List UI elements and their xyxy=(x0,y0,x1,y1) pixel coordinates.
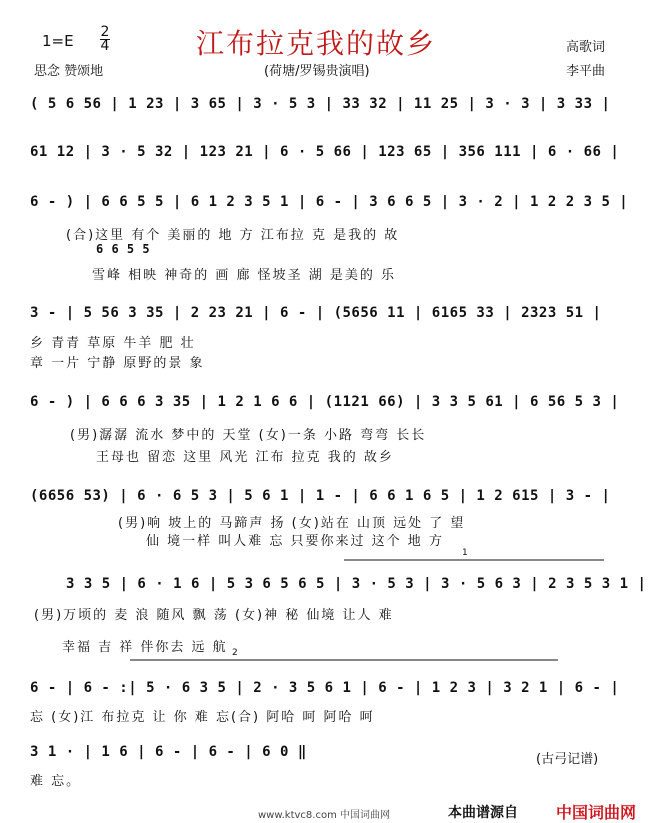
notation-line-8: 6 - | 6 - :| 5 · 6 3 5 | 2 · 3 5 6 1 | 6 - | 1 2 3 | 3 2 1 | 6 - | xyxy=(30,680,620,696)
footer-url[interactable]: www.ktvc8.com 中国词曲网 xyxy=(258,810,391,821)
time-sig-top: 2 xyxy=(100,24,110,40)
first-ending-mark: 1 xyxy=(462,548,468,558)
notation-line-4: 3 - | 5 56 3 35 | 2 23 21 | 6 - | (5656 11 | 6165 33 | 2323 51 | xyxy=(30,305,602,321)
notation-line-7: 3 3 5 | 6 · 1 6 | 5 3 6 5 6 5 | 3 · 5 3 | 3 · 5 6 3 | 2 3 5 3 1 | xyxy=(66,576,647,592)
lyrics-line-5-verse-1: (男)潺潺 流水 梦中的 天堂 (女)一条 小路 弯弯 长长 xyxy=(70,428,427,443)
notation-line-6: (6656 53) | 6 · 6 5 3 | 5 6 1 | 1 - | 6 6 1 6 5 | 1 2 615 | 3 - | xyxy=(30,488,611,504)
lyrics-line-5-verse-2: 王母也 留恋 这里 风光 江布 拉克 我的 故乡 xyxy=(96,450,394,465)
lyrics-line-4-verse-1: 乡 青青 草原 牛羊 肥 壮 xyxy=(30,336,196,351)
expression-mark: 思念 赞颂地 xyxy=(34,64,104,79)
notation-line-5: 6 - ) | 6 6 6 3 35 | 1 2 1 6 6 | (1121 66) | 3 3 5 61 | 6 56 5 3 | xyxy=(30,394,620,410)
lyrics-line-6-verse-1: (男)响 坡上的 马蹄声 扬 (女)站在 山顶 远处 了 望 xyxy=(118,516,466,531)
lyricist: 高歌词 xyxy=(566,40,606,55)
key-signature: 1=E xyxy=(42,32,74,50)
second-ending-mark: 2 xyxy=(232,648,238,658)
notation-line-9: 3 1 · | 1 6 | 6 - | 6 - | 6 0 ‖ xyxy=(30,744,307,760)
notation-line-2: 61 12 | 3 · 5 32 | 123 21 | 6 · 5 66 | 123 65 | 356 111 | 6 · 66 | xyxy=(30,144,620,160)
footer-brand-logo[interactable]: 中国词曲网 xyxy=(556,803,637,822)
notation-line-1: ( 5 6 56 | 1 23 | 3 65 | 3 · 5 3 | 33 32 | 11 25 | 3 · 3 | 3 33 | xyxy=(30,96,611,112)
lyrics-line-7-verse-1: (男)万顷的 麦 浪 随风 飘 荡 (女)神 秘 仙境 让人 难 xyxy=(34,608,394,623)
lyrics-line-3-verse-1: (合)这里 有个 美丽的 地 方 江布拉 克 是我的 故 xyxy=(66,228,400,243)
lyrics-line-7-verse-2: 幸福 吉 祥 伴你去 远 航 xyxy=(62,640,228,655)
lyrics-line-6-verse-2: 仙 境一样 叫人难 忘 只要你来过 这个 地 方 xyxy=(146,534,444,549)
lyrics-line-4-verse-2: 章 一片 宁静 原野的景 象 xyxy=(30,356,205,371)
lyrics-line-8: 忘 (女)江 布拉克 让 你 难 忘(合) 阿哈 呵 阿哈 呵 xyxy=(30,710,375,725)
footer-source-label: 本曲谱源自 xyxy=(448,805,518,821)
time-sig-bottom: 4 xyxy=(100,38,110,54)
notation-line-3: 6 - ) | 6 6 5 5 | 6 1 2 3 5 1 | 6 - | 3 6 6 5 | 3 · 2 | 1 2 2 3 5 | xyxy=(30,194,629,210)
alt-notes-line-3: 6 6 5 5 xyxy=(96,242,151,256)
lyrics-line-3-verse-2: 雪峰 相映 神奇的 画 廊 怪坡圣 湖 是美的 乐 xyxy=(92,268,397,283)
song-title: 江布拉克我的故乡 xyxy=(196,27,437,60)
transcriber-credit: (古弓记谱) xyxy=(536,752,599,767)
lyrics-line-9: 难 忘。 xyxy=(30,774,82,789)
composer: 李平曲 xyxy=(566,64,606,79)
performer: (荷塘/罗锡贵演唱) xyxy=(264,64,370,79)
